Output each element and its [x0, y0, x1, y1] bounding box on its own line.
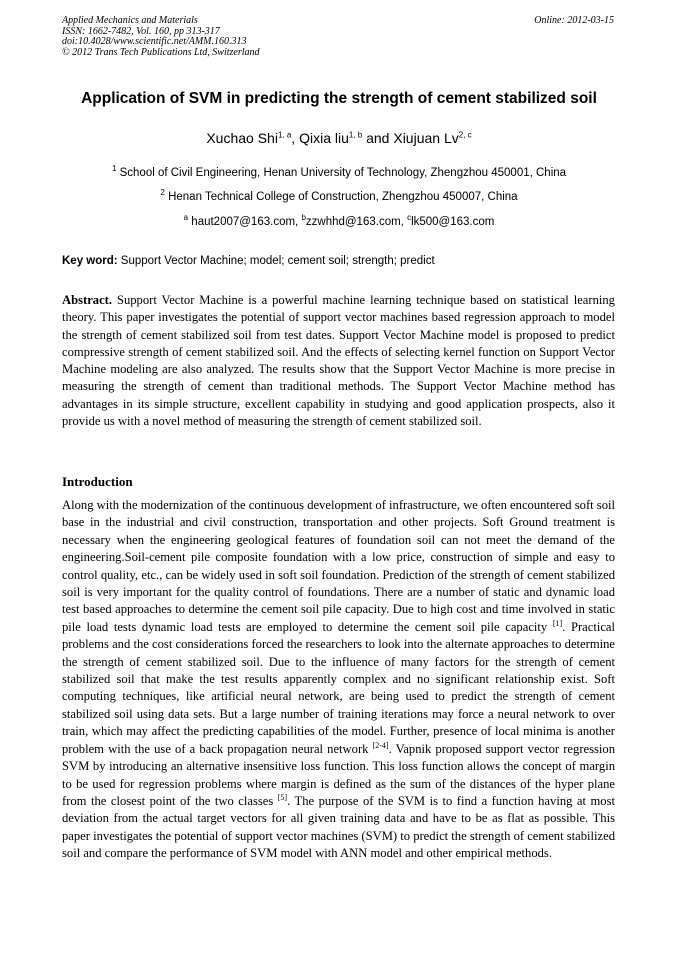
affiliation-mark: 1	[111, 164, 117, 174]
author-list	[0, 130, 678, 146]
citation-ref: [2-4]	[372, 740, 389, 750]
body-text: . Practical problems and the cost considerations forced the researchers to look into the alternate approaches to determine the strength of cement stabilized soil. Due to the influence of many factors for the strength of cement stabilized soil that make the test results apparently complex and no significant relationship exist. Soft computing techniques, like artificial neural network, are being used to predict the strength of cement stabilized soil using data sets. But a large number of training iterations may force a neural network to over train, which may affect the predicting capabilities of the model. Further, presence of local minima is another problem with the use of a back propagation neural network	[62, 619, 616, 756]
email-mark: a	[183, 213, 189, 223]
abstract-text: Support Vector Machine is a powerful machine learning technique based on statistical learning theory. This paper investigates the potential of support vector machines based regression approach to model the strength of cement stabilized soil from test dates. Support Vector Machine model is proposed to predict compressive strength of cement stabilized soil. And the effects of selecting kernel function on Support Vector Machine modeling are also analyzed. The results show that the Support Vector Machine is more precise in measuring the strength of cement than traditional methods. The Support Vector Machine method has advantages in its simple structure, excellent capability in studying and good application prospects, also it provide us with a novel method of measuring the strength of cement stabilized soil.	[62, 293, 615, 429]
keywords-text: Support Vector Machine; model; cement soil; strength; predict	[120, 255, 435, 267]
email-mark: c	[407, 213, 412, 223]
abstract-label: Abstract.	[62, 293, 113, 307]
section-heading-introduction: Introduction	[62, 474, 133, 489]
email-address: haut2007@163.com,	[191, 216, 302, 228]
affiliation-mark: 2	[160, 188, 165, 198]
author-name: Xuchao Shi	[206, 130, 278, 146]
issn-line: ISSN: 1662-7482, Vol. 160, pp 313-317	[62, 25, 220, 37]
citation-ref: [1]	[552, 618, 563, 628]
author-affiliation-mark: 1, a	[277, 130, 292, 140]
body-text: . Vapnik proposed support vector regression SVM by introducing an alternative insensitive loss function. This loss function allows the concept of margin to be used for regression problems where margin is defined as the sum of the distances of the hyper plane from the closest point of the two classes	[62, 741, 615, 808]
email-address: lk500@163.com	[411, 216, 495, 228]
paper-title: Application of SVM in predicting the strength of cement stabilized soil	[81, 90, 597, 107]
keywords	[62, 255, 616, 267]
online-date: Online: 2012-03-15	[534, 15, 614, 26]
introduction-body	[62, 497, 615, 863]
author-name: Xiujuan Lv	[393, 130, 459, 146]
email-mark: b	[301, 213, 306, 223]
affiliation-2	[0, 188, 678, 203]
affiliation-1	[0, 164, 678, 179]
body-text: . The purpose of the SVM is to find a function having at most deviation from the actual target vectors for all given training data and have to be as flat as possible. This paper investigates the potential of support vector machines (SVM) to predict the strength of cement stabilized soil and compare the performance of SVM model with ANN model and other empirical methods.	[62, 793, 615, 861]
author-affiliation-mark: 1, b	[348, 130, 363, 140]
affiliation-text: School of Civil Engineering, Henan University of Technology, Zhengzhou 450001, China	[119, 167, 567, 179]
abstract	[62, 292, 615, 430]
copyright-line: © 2012 Trans Tech Publications Ltd, Switzerland	[62, 46, 260, 58]
body-text: Along with the modernization of the continuous development of infrastructure, we often encountered soft soil base in the industrial and civil construction, transportation and other projects. Soft Ground treatment is necessary when the engineering geological features of foundation soil can not meet the demand of the engineering.Soil-cement pile composite foundation with a low price, construction of simple and easy to control quality, etc., can be widely used in soft soil foundation. Prediction of the strength of cement stabilized soil is very important for the quality control of foundations. There are a number of static and dynamic load test based approaches to determine the cement soil pile capacity. Due to high cost and time involved in static pile load tests dynamic load tests are employed to determine the cement soil pile capacity	[62, 498, 615, 634]
email-line	[0, 213, 678, 228]
affiliation-text: Henan Technical College of Construction, Zhengzhou 450007, China	[168, 191, 518, 203]
author-separator: and	[362, 130, 394, 146]
author-separator: ,	[291, 130, 300, 146]
journal-header	[62, 16, 260, 58]
citation-ref: [5]	[277, 792, 288, 802]
author-affiliation-mark: 2, c	[458, 130, 472, 140]
email-address: zzwhhd@163.com,	[305, 216, 408, 228]
doi-line: doi:10.4028/www.scientific.net/AMM.160.313	[62, 36, 247, 47]
keywords-label: Key word:	[62, 255, 118, 267]
author-name: Qixia liu	[299, 130, 349, 146]
journal-name: Applied Mechanics and Materials	[62, 15, 198, 26]
